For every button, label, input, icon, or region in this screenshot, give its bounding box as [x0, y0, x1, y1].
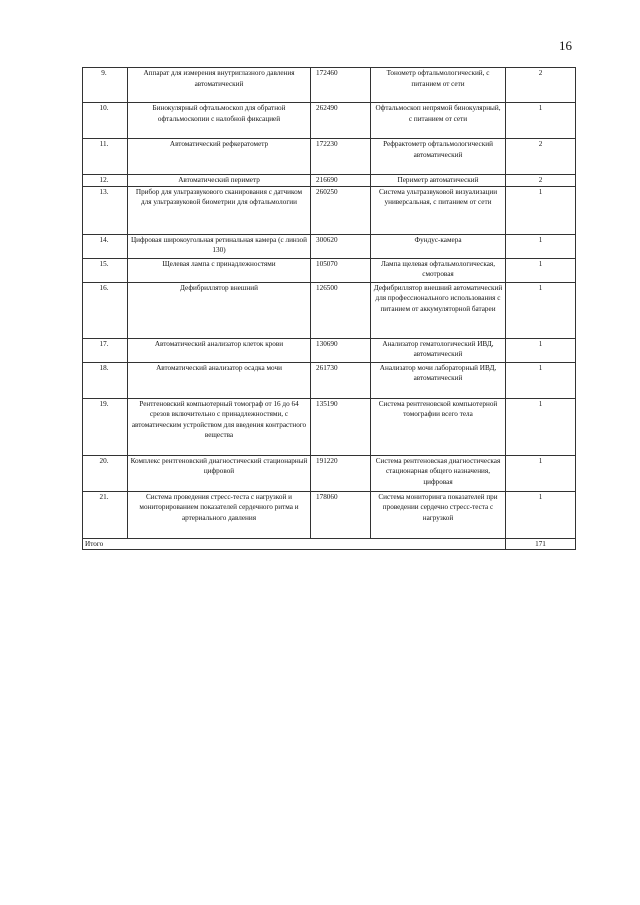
equipment-name: Прибор для ультразвукового сканирования с датчиком для ультразвуковой биометрии для офтальмологии [128, 186, 311, 234]
equipment-quantity: 2 [506, 175, 576, 187]
row-number: 17. [83, 338, 128, 362]
equipment-name: Автоматический рефкератометр [128, 139, 311, 175]
equipment-type: Анализатор мочи лабораторный ИВД, автоматический [371, 362, 506, 398]
total-row [83, 538, 576, 550]
row-number: 19. [83, 398, 128, 455]
total-quantity: 171 [506, 538, 576, 550]
equipment-code: 135190 [311, 398, 371, 455]
total-label: Итого [83, 538, 506, 550]
equipment-type: Периметр автоматический [371, 175, 506, 187]
table-row [83, 455, 576, 491]
equipment-quantity: 1 [506, 398, 576, 455]
table-row [83, 68, 576, 103]
row-number: 21. [83, 491, 128, 538]
equipment-type: Система рентгеновской компьютерной томографии всего тела [371, 398, 506, 455]
equipment-type: Тонометр офтальмологический, с питанием от сети [371, 68, 506, 103]
equipment-type: Система мониторинга показателей при проведении сердечно стресс-теста с нагрузкой [371, 491, 506, 538]
equipment-type: Рефрактометр офтальмологический автоматический [371, 139, 506, 175]
equipment-quantity: 1 [506, 258, 576, 282]
equipment-quantity: 1 [506, 282, 576, 338]
equipment-code: 178060 [311, 491, 371, 538]
row-number: 15. [83, 258, 128, 282]
row-number: 13. [83, 186, 128, 234]
equipment-name: Цифровая широкоугольная ретинальная камера (с линзой 130) [128, 234, 311, 258]
row-number: 18. [83, 362, 128, 398]
table-row [83, 103, 576, 139]
equipment-name: Аппарат для измерения внутриглазного давления автоматический [128, 68, 311, 103]
table-row [83, 234, 576, 258]
equipment-name: Система проведения стресс-теста с нагрузкой и мониторированием показателей сердечного ритма и артериального давления [128, 491, 311, 538]
row-number: 10. [83, 103, 128, 139]
equipment-quantity: 1 [506, 338, 576, 362]
row-number: 9. [83, 68, 128, 103]
equipment-quantity: 2 [506, 68, 576, 103]
page-number: 16 [559, 38, 572, 53]
table-row [83, 282, 576, 338]
equipment-quantity: 1 [506, 103, 576, 139]
equipment-name: Бинокулярный офтальмоскоп для обратной офтальмоскопии с налобной фиксацией [128, 103, 311, 139]
equipment-type: Офтальмоскоп непрямой бинокулярный, с питанием от сети [371, 103, 506, 139]
equipment-name: Автоматический периметр [128, 175, 311, 187]
table-row [83, 338, 576, 362]
equipment-table [82, 67, 576, 550]
equipment-type: Анализатор гематологический ИВД, автоматический [371, 338, 506, 362]
equipment-name: Щелевая лампа с принадлежностями [128, 258, 311, 282]
row-number: 11. [83, 139, 128, 175]
equipment-code: 262490 [311, 103, 371, 139]
equipment-code: 172230 [311, 139, 371, 175]
table-row [83, 362, 576, 398]
equipment-quantity: 1 [506, 491, 576, 538]
equipment-name: Автоматический анализатор осадка мочи [128, 362, 311, 398]
equipment-type: Дефибриллятор внешний автоматический для профессионального использования с питанием от аккумуляторной батареи [371, 282, 506, 338]
table-row [83, 258, 576, 282]
equipment-code: 172460 [311, 68, 371, 103]
table-row [83, 186, 576, 234]
equipment-quantity: 1 [506, 234, 576, 258]
equipment-type: Фундус-камера [371, 234, 506, 258]
equipment-code: 191220 [311, 455, 371, 491]
table-row [83, 175, 576, 187]
equipment-code: 261730 [311, 362, 371, 398]
equipment-type: Система ультразвуковой визуализации универсальная, с питанием от сети [371, 186, 506, 234]
equipment-name: Комплекс рентгеновский диагностический стационарный цифровой [128, 455, 311, 491]
equipment-quantity: 1 [506, 186, 576, 234]
table-row [83, 139, 576, 175]
equipment-type: Система рентгеновская диагностическая стационарная общего назначения, цифровая [371, 455, 506, 491]
equipment-quantity: 2 [506, 139, 576, 175]
equipment-code: 130690 [311, 338, 371, 362]
row-number: 12. [83, 175, 128, 187]
equipment-quantity: 1 [506, 455, 576, 491]
equipment-quantity: 1 [506, 362, 576, 398]
equipment-code: 126500 [311, 282, 371, 338]
equipment-code: 300620 [311, 234, 371, 258]
table-row [83, 491, 576, 538]
equipment-type: Лампа щелевая офтальмологическая, смотровая [371, 258, 506, 282]
row-number: 16. [83, 282, 128, 338]
row-number: 14. [83, 234, 128, 258]
table-row [83, 398, 576, 455]
equipment-code: 105070 [311, 258, 371, 282]
equipment-code: 260250 [311, 186, 371, 234]
equipment-name: Автоматический анализатор клеток крови [128, 338, 311, 362]
row-number: 20. [83, 455, 128, 491]
equipment-name: Дефибриллятор внешний [128, 282, 311, 338]
equipment-code: 216690 [311, 175, 371, 187]
equipment-name: Рентгеновский компьютерный томограф от 16 до 64 срезов включительно с принадлежностями, с автоматическим устройством для введения контрастного вещества [128, 398, 311, 455]
